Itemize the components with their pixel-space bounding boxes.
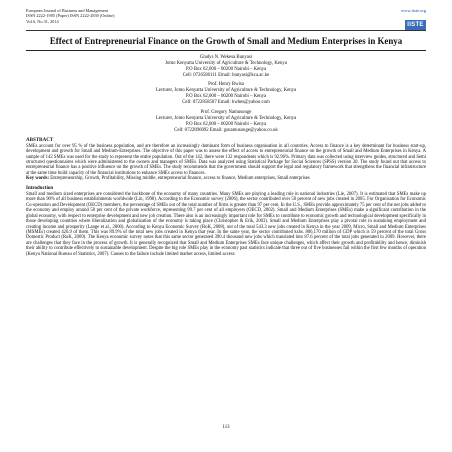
journal-volume: Vol.6, No.31, 2014 — [26, 18, 59, 24]
author-name: Gladys N. Wekesa Bunyasi — [199, 54, 253, 60]
author-1 — [26, 55, 426, 79]
journal-issn: ISSN 2222-1905 (Paper) ISSN 2222-2839 (Online) — [26, 13, 115, 19]
abstract-text: SMEs account for over 95 % of the business population, and are therefore an increasingly dominant form of business organisation in all countries. Access to finance is a key determinant for business start-up, development and growth for Small and Medium-Enterprises. The objective of this paper was to assess the effect of access to entrepreneurial finance on the growth of Small and Medium Enterprises in Kenya. A sample of 142 SMEs was used for the study to represent the entire population. Out of the 142, there were 132 respondents which is 92.96%. Primary data was collected using interview guides, structured and Semi structured questionnaires which were administered to the owners and managers of SMEs. Data was analyzed using Statistical Package for Social Sciences (SPSS) version 20. The study found out that access to entrepreneurial finance has a positive influence on the growth of SMEs. The study recommends that the government should support the legal and regulatory framework that strengthens the financial infrastructure at the same time build capacity of the financial institutions to enhance SMEs access to finances. — [26, 143, 426, 176]
header-divider — [26, 30, 426, 31]
page-number: 113 — [222, 425, 230, 430]
journal-logo — [401, 8, 426, 31]
journal-header — [26, 8, 426, 30]
author-address: P.O Box 62,000 – 00200 Nairobi – Kenya — [185, 66, 267, 72]
journal-name: European Journal of Business and Management — [26, 8, 108, 13]
author-contact: Cell: 0726586111 Email: bunyasi@kca.ac.ke — [182, 72, 270, 78]
iiste-logo-icon: IISTE — [405, 20, 426, 30]
author-affiliation: Lecturer, Jomo Kenyatta University of Agriculture & Technology, Kenya — [155, 88, 297, 94]
keywords-text: Entrepreneurship, Growth, Profitability, Missing middle, entrepreneurial finance, access to finance, Medium enterprises, Small enterprises — [49, 176, 310, 182]
author-affiliation: Lecturer, Jomo Kenyatta University of Agriculture & Technology, Kenya — [155, 115, 297, 121]
author-name: Prof. Gregory Namusonge — [200, 110, 252, 116]
author-2 — [26, 82, 426, 106]
abstract-section — [26, 138, 426, 182]
introduction-heading: Introduction — [26, 185, 54, 191]
paper-title: Effect of Entrepreneurial Finance on the Growth of Small and Medium Enterprises in Kenya — [49, 36, 403, 46]
journal-url-link[interactable]: www.iiste.org — [400, 8, 426, 13]
introduction-text: Small and medium sized enterprises are considered the backbone of the economy of many countries. Many SMEs are playing a leading role in national industries (Lie, 2007). It is estimated that SMEs make up more than 90% of all business establishments worldwide (Lin, 1998). According to the Economic survey (2006), the sector contributed over 50 percent of new jobs created in 2005. For Organisation for Economic Co-operation and Development (OECD) members, the percentage of SMEs out of the total number of firms is greater than 97 per cent. In the U.S., SMEs provide approximately 75 per cent of the net jobs added to the economy and employ around 50 per cent of the private workforce, representing 99.7 per cent of all employers (OECD, 2002). Small and Medium Enterprises (SMEs) make a significant contribution in the global economy, with respect to enterprise development and new job creation. There also is an increasingly important role for SMEs to contribute to economic growth and technological development specifically in those developing countries where liberalization and globalization of the economy is taking place (Christopher & Erik, 2003). Small and Medium Enterprises play a pivotal role in sustaining employment and creating income and prosperity (Lange et al., 2000). According to Kenya Economic Survey (RoK, 2008), out of the total 543.3 new jobs created in Kenya in the year 2009, Micro, Small and Medium Enterprises (MSMEs) created 426.9 of them. This was 89.9% of the total new jobs created in Kenya that year. In the same year, the sector contributed kshs. 806,170 million of GDP which is 59 percent of the total Gross Domestic Product (RoK, 2009). The Kenya economic survey notes that this same sector generated 390.4 thousand new jobs which translated into 87.6 percent of the total jobs generated in 2009. However, there are challenges that they face in the process of growth. It is generally recognized that Small and Medium Enterprises SMEs face unique challenges, which affect their growth and profitability and hence, diminish their ability to contribute effectively to sustainable development. Despite the big role SMEs play in the economy past statistics indicate that three out of five businesses fail within the first few months of operation (Kenya National Bureau of Statistics, 2007). Causes to the failure include limited market access, limited access — [26, 191, 426, 257]
author-block — [26, 55, 426, 134]
author-contact: Cell: 0722896092 Email: gsnamusonge@yahoo.co.uk — [174, 127, 278, 133]
author-3 — [26, 110, 426, 134]
keywords-line — [26, 176, 426, 181]
keywords-label: Key words: — [26, 176, 50, 182]
author-name: Prof. Henry Bwisa — [208, 82, 244, 88]
author-address: P.O Box 62,000 – 00200 Nairobi – Kenya — [185, 121, 267, 127]
title-box — [26, 34, 426, 51]
author-affiliation: Jomo Kenyatta University of Agriculture & Technology, Kenya — [165, 60, 287, 66]
abstract-heading: ABSTRACT — [26, 137, 54, 143]
author-contact: Cell: 0722858507 Email: hwbes@yahoo.com — [182, 100, 270, 106]
author-address: P.O Box 62,000 – 00200 Nairobi – Kenya — [185, 94, 267, 100]
introduction-section — [26, 186, 426, 257]
